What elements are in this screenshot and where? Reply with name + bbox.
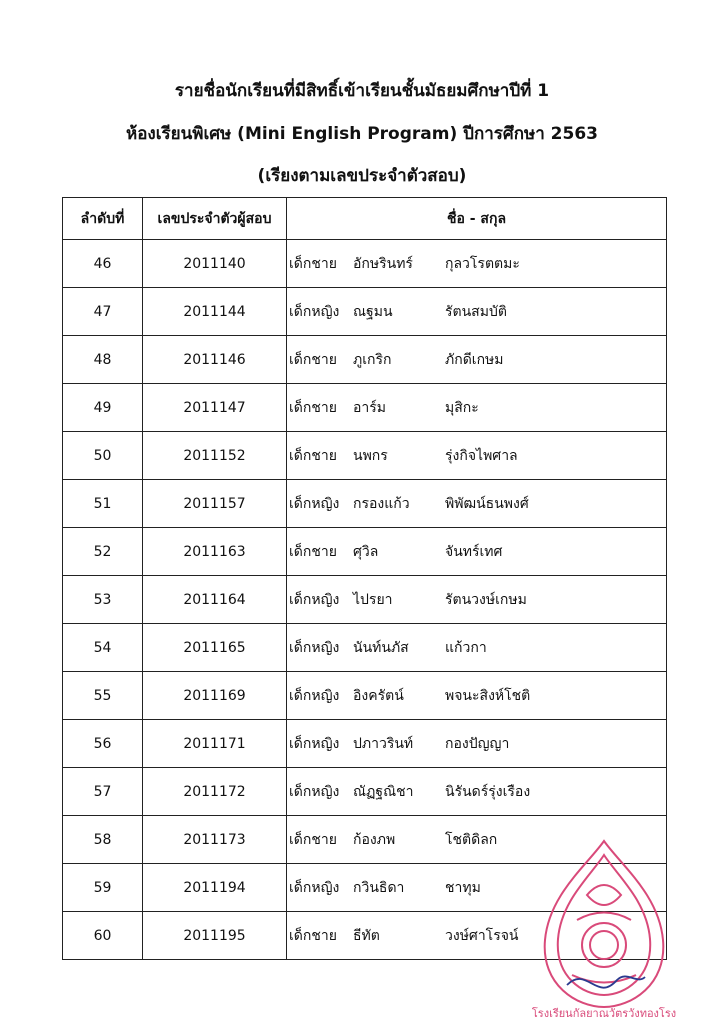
student-name-cell bbox=[287, 384, 667, 432]
name-prefix: เด็กหญิง bbox=[289, 639, 340, 656]
exam-id: 2011157 bbox=[143, 480, 287, 528]
last-name: พิพัฒน์ธนพงศ์ bbox=[445, 495, 529, 512]
last-name: กองปัญญา bbox=[445, 735, 510, 752]
last-name: นิรันดร์รุ่งเรือง bbox=[445, 783, 531, 800]
table-row bbox=[63, 480, 667, 528]
student-name-cell bbox=[287, 624, 667, 672]
order-number: 49 bbox=[63, 384, 143, 432]
last-name: ภักดีเกษม bbox=[445, 351, 504, 368]
table-row bbox=[63, 336, 667, 384]
order-number: 47 bbox=[63, 288, 143, 336]
name-prefix: เด็กหญิง bbox=[289, 495, 340, 512]
table-row bbox=[63, 288, 667, 336]
student-name-cell bbox=[287, 240, 667, 288]
name-prefix: เด็กหญิง bbox=[289, 303, 340, 320]
document-title: รายชื่อนักเรียนที่มีสิทธิ์เข้าเรียนชั้นมัธยมศึกษาปีที่ 1 bbox=[174, 81, 550, 101]
last-name: แก้วกา bbox=[445, 639, 487, 656]
first-name: ไปรยา bbox=[353, 591, 393, 608]
name-prefix: เด็กหญิง bbox=[289, 735, 340, 752]
name-prefix: เด็กชาย bbox=[289, 255, 337, 272]
student-name-cell bbox=[287, 528, 667, 576]
name-prefix: เด็กหญิง bbox=[289, 879, 340, 896]
first-name: นันท์นภัส bbox=[353, 639, 409, 656]
student-name-cell bbox=[287, 768, 667, 816]
last-name: รัตนวงษ์เกษม bbox=[445, 591, 527, 608]
name-prefix: เด็กหญิง bbox=[289, 591, 340, 608]
table-row bbox=[63, 672, 667, 720]
exam-id: 2011140 bbox=[143, 240, 287, 288]
first-name: ภูเกริก bbox=[353, 351, 392, 368]
first-name: อิงครัตน์ bbox=[353, 687, 404, 704]
order-number: 50 bbox=[63, 432, 143, 480]
school-seal-stamp-icon bbox=[527, 835, 682, 1020]
order-number: 59 bbox=[63, 864, 143, 912]
student-name-cell bbox=[287, 288, 667, 336]
first-name: กรองแก้ว bbox=[353, 495, 410, 512]
order-number: 60 bbox=[63, 912, 143, 960]
exam-id: 2011194 bbox=[143, 864, 287, 912]
exam-id: 2011146 bbox=[143, 336, 287, 384]
last-name: รัตนสมบัติ bbox=[445, 303, 507, 320]
table-header-row bbox=[63, 198, 667, 240]
student-name-cell bbox=[287, 672, 667, 720]
order-number: 55 bbox=[63, 672, 143, 720]
name-prefix: เด็กชาย bbox=[289, 831, 337, 848]
table-row bbox=[63, 624, 667, 672]
table-row bbox=[63, 432, 667, 480]
document-subtitle: ห้องเรียนพิเศษ (Mini English Program) ปีการศึกษา 2563 bbox=[126, 124, 598, 144]
exam-id: 2011163 bbox=[143, 528, 287, 576]
order-number: 56 bbox=[63, 720, 143, 768]
first-name: นพกร bbox=[353, 447, 388, 464]
student-name-cell bbox=[287, 720, 667, 768]
first-name: ปภาวรินท์ bbox=[353, 735, 414, 752]
table-row bbox=[63, 240, 667, 288]
last-name: มุสิกะ bbox=[445, 399, 479, 416]
exam-id: 2011165 bbox=[143, 624, 287, 672]
last-name: โชติดิลก bbox=[445, 831, 498, 848]
first-name: กวินธิดา bbox=[353, 879, 405, 896]
table-row bbox=[63, 576, 667, 624]
exam-id: 2011152 bbox=[143, 432, 287, 480]
student-name-cell bbox=[287, 576, 667, 624]
last-name: ชาทุม bbox=[445, 879, 481, 896]
name-prefix: เด็กชาย bbox=[289, 927, 337, 944]
exam-id: 2011169 bbox=[143, 672, 287, 720]
name-prefix: เด็กชาย bbox=[289, 543, 337, 560]
sort-note: (เรียงตามเลขประจำตัวสอบ) bbox=[257, 166, 467, 186]
exam-id: 2011172 bbox=[143, 768, 287, 816]
exam-id: 2011195 bbox=[143, 912, 287, 960]
name-prefix: เด็กชาย bbox=[289, 447, 337, 464]
exam-id: 2011147 bbox=[143, 384, 287, 432]
order-number: 51 bbox=[63, 480, 143, 528]
name-prefix: เด็กชาย bbox=[289, 351, 337, 368]
exam-id: 2011164 bbox=[143, 576, 287, 624]
exam-id: 2011144 bbox=[143, 288, 287, 336]
name-prefix: เด็กหญิง bbox=[289, 687, 340, 704]
last-name: กุลวโรตตมะ bbox=[445, 255, 520, 272]
order-number: 46 bbox=[63, 240, 143, 288]
first-name: ณัฏฐณิชา bbox=[353, 783, 414, 800]
last-name: วงษ์ศาโรจน์ bbox=[445, 927, 519, 944]
name-prefix: เด็กหญิง bbox=[289, 783, 340, 800]
first-name: อาร์ม bbox=[353, 399, 387, 416]
table-row bbox=[63, 768, 667, 816]
table-row bbox=[63, 528, 667, 576]
first-name: อักษรินทร์ bbox=[353, 255, 413, 272]
column-header-full-name: ชื่อ - สกุล bbox=[287, 198, 667, 240]
last-name: รุ่งกิจไพศาล bbox=[445, 447, 518, 464]
first-name: ศุวิล bbox=[353, 543, 379, 560]
seal-text: โรงเรียนกัลยาณวัตรวังทองโรง bbox=[531, 1007, 677, 1020]
column-header-exam-id: เลขประจำตัวผู้สอบ bbox=[143, 198, 287, 240]
order-number: 58 bbox=[63, 816, 143, 864]
first-name: ณฐมน bbox=[353, 303, 393, 320]
exam-id: 2011173 bbox=[143, 816, 287, 864]
table-row bbox=[63, 384, 667, 432]
student-name-cell bbox=[287, 336, 667, 384]
order-number: 57 bbox=[63, 768, 143, 816]
student-name-cell bbox=[287, 432, 667, 480]
last-name: จันทร์เทศ bbox=[445, 543, 503, 560]
order-number: 53 bbox=[63, 576, 143, 624]
first-name: ก้องภพ bbox=[353, 831, 396, 848]
first-name: ธีทัต bbox=[353, 927, 380, 944]
exam-id: 2011171 bbox=[143, 720, 287, 768]
order-number: 48 bbox=[63, 336, 143, 384]
name-prefix: เด็กชาย bbox=[289, 399, 337, 416]
order-number: 54 bbox=[63, 624, 143, 672]
order-number: 52 bbox=[63, 528, 143, 576]
last-name: พจนะสิงห์โชติ bbox=[445, 687, 531, 704]
table-row bbox=[63, 720, 667, 768]
student-name-cell bbox=[287, 480, 667, 528]
column-header-order: ลำดับที่ bbox=[63, 198, 143, 240]
